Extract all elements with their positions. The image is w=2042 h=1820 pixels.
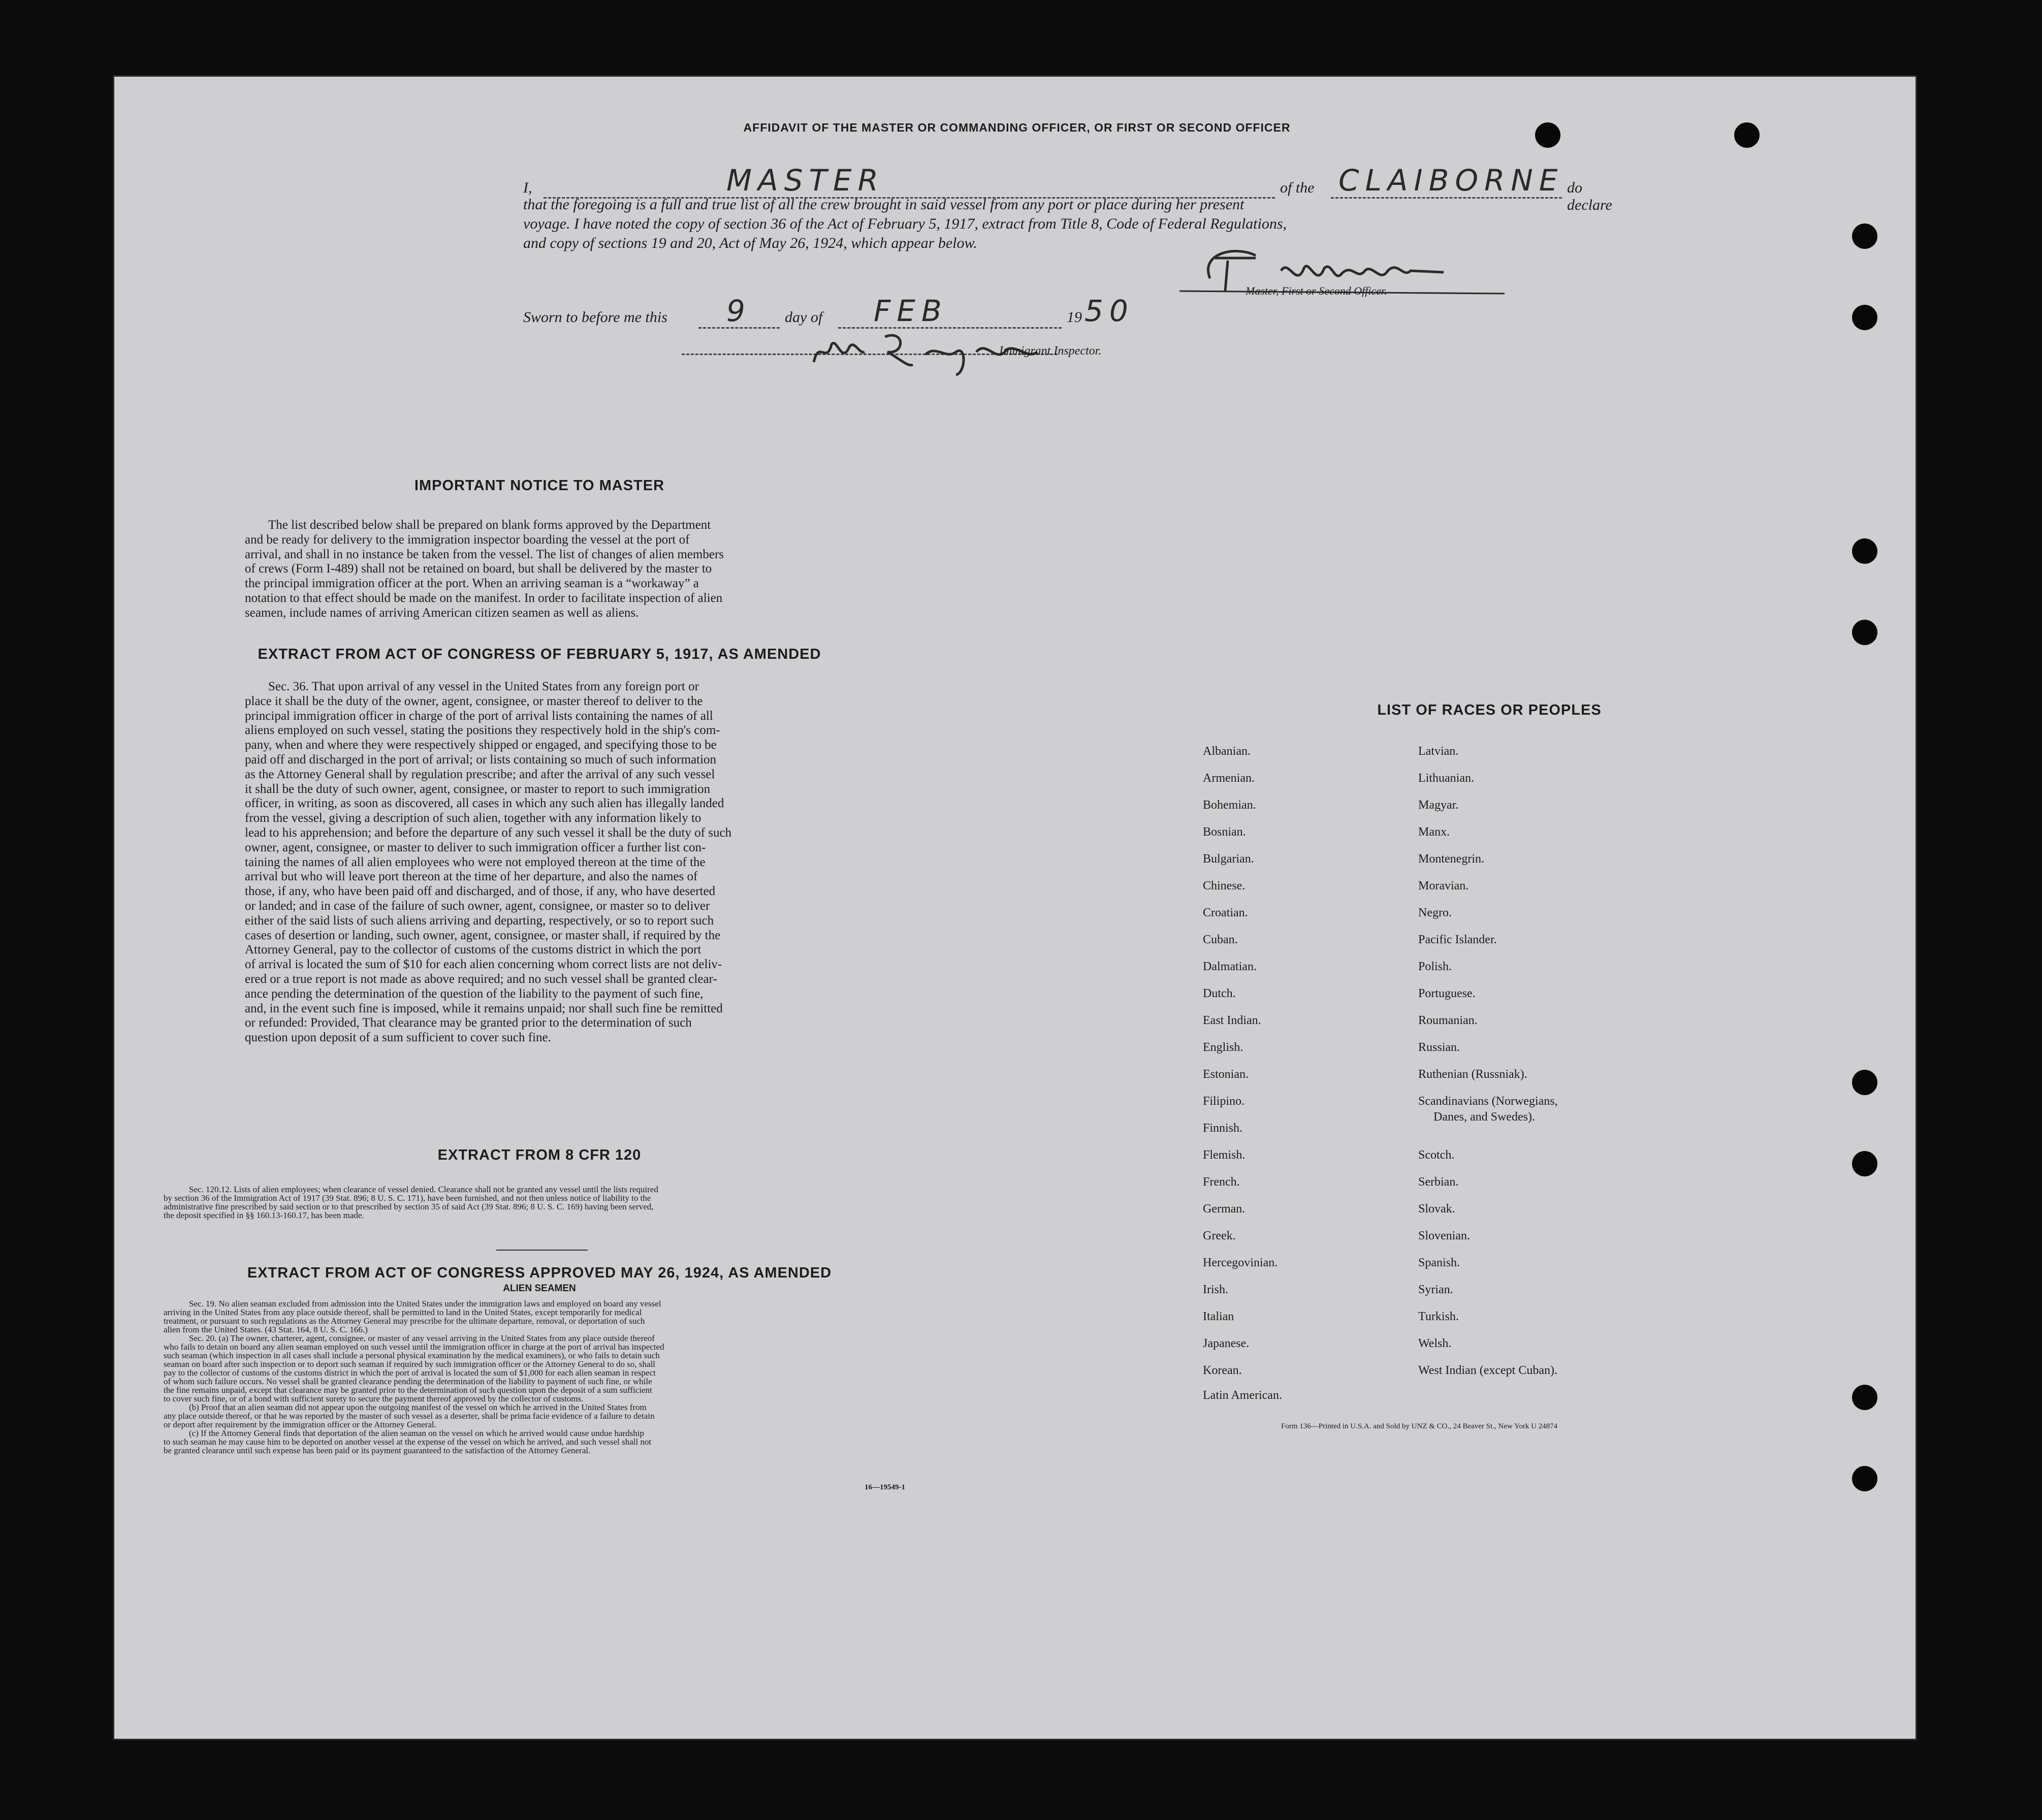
punch-hole [1852,538,1877,564]
declaration-i: I, [523,179,532,196]
race-item: Cuban. [1203,933,1238,946]
race-item: Estonian. [1203,1068,1249,1081]
punch-hole [1852,1070,1877,1095]
section-36-line: of arrival is located the sum of $10 for each alien concerning whom correct lists are not deliv- [245,957,722,972]
punch-hole [1852,1151,1877,1176]
race-item: Negro. [1418,906,1452,919]
sec-19-line: arriving in the United States from any place outside thereof, shall be permitted to land in the United States, except temporarily for medical [164,1307,642,1317]
punch-hole [1535,122,1560,148]
cfr-line: Sec. 120.12. Lists of alien employees; when clearance of vessel denied. Clearance shall not be granted any vessel until the lists required [189,1185,658,1194]
affidavit-title: AFFIDAVIT OF THE MASTER OR COMMANDING OFFICER, OR FIRST OR SECOND OFFICER [743,121,1291,134]
sec-19-line: Sec. 19. No alien seaman excluded from admission into the United States under the immigration laws and employed on board any vessel [189,1299,661,1308]
section-36-line: question upon deposit of a sum sufficient to cover such fine. [245,1031,551,1045]
race-item: Scandinavians (Norwegians, [1418,1095,1558,1108]
race-item: East Indian. [1203,1014,1261,1027]
race-item: Dutch. [1203,987,1236,1000]
inspector-label: Immigrant Inspector. [999,344,1102,358]
section-36-line: taining the names of all alien employees who were not employed thereon at the time of the [245,855,706,869]
notice-line: notation to that effect should be made on the manifest. In order to facilitate inspection of alien [245,591,723,605]
cfr-heading: EXTRACT FROM 8 CFR 120 [437,1147,642,1163]
extract-1924-heading: EXTRACT FROM ACT OF CONGRESS APPROVED MAY 26, 1924, AS AMENDED [247,1265,832,1281]
race-item: Latvian. [1418,745,1459,758]
race-item: West Indian (except Cuban). [1418,1364,1557,1377]
section-36-line: officer, in writing, as soon as discovered, all cases in which any such alien has illegally landed [245,796,724,811]
notice-line: of crews (Form I-489) shall not be retained on board, but shall be delivered by the master to [245,562,712,576]
race-item: Serbian. [1418,1175,1459,1189]
race-item: Hercegovinian. [1203,1256,1278,1269]
notice-line: The list described below shall be prepared on blank forms approved by the Department [268,518,711,532]
cfr-text [164,1185,936,1220]
section-36-line: ance pending the determination of the question of the liability to the payment of such fine, [245,986,704,1001]
role-filled: MASTER [726,163,884,198]
sec-20-line: (c) If the Attorney General finds that deportation of the alien seaman on the vessel on which he arrived would cause undue hardship [189,1428,644,1438]
race-item: Montenegrin. [1418,852,1484,866]
sec-20-line: the fine remains unpaid, except that clearance may be granted prior to the determination of such question upon the deposit of a sum sufficient [164,1385,652,1395]
race-item: German. [1203,1202,1246,1216]
year-prefix: 19 [1067,309,1082,326]
sec-20-line: (b) Proof that an alien seaman did not appear upon the outgoing manifest of the vessel on which he arrived in the United States from [189,1402,647,1412]
races-heading: LIST OF RACES OR PEOPLES [1377,702,1602,718]
section-36-line: principal immigration officer in charge of the port of arrival lists containing the names of all [245,709,713,723]
section-36-line: lead to his apprehension; and before the departure of any such vessel it shall be the duty of such [245,825,732,840]
notice-line: the principal immigration officer at the port. When an arriving seaman is a “workaway” a [245,577,699,591]
race-item: English. [1203,1041,1243,1054]
race-item: Spanish. [1418,1256,1460,1269]
notice-heading: IMPORTANT NOTICE TO MASTER [414,477,665,494]
section-36-line: cases of desertion or landing, such owner, agent, consignee, or master shall, if required by the [245,928,721,942]
section-36-line: pany, when and where they were respectively shipped or engaged, and specifying those to be [245,738,717,752]
document-page [113,75,1917,1740]
form-footer: Form 136—Printed in U.S.A. and Sold by UNZ & CO., 24 Beaver St., New York U 24874 [1281,1422,1558,1430]
section-36-line: owner, agent, consignee, or master to deliver to such immigration officer a further list con- [245,840,706,854]
race-item: Japanese. [1203,1337,1250,1350]
punch-hole [1852,305,1877,330]
officer-label: Master, First or Second Officer. [1246,284,1387,297]
race-item: Russian. [1418,1041,1460,1054]
year-filled: 50 [1084,294,1134,328]
vessel-name-filled: CLAIBORNE [1338,163,1564,198]
notice-line: and be ready for delivery to the immigration inspector boarding the vessel at the port of [245,532,690,547]
race-item: Polish. [1418,960,1452,973]
race-item: Slovenian. [1418,1229,1470,1242]
race-item: Latin American. [1203,1389,1282,1402]
declaration-line-3: voyage. I have noted the copy of section 36 of the Act of February 5, 1917, extract from Title 8, Code of Federal Regulations, [523,215,1287,232]
race-item: Croatian. [1203,906,1248,919]
race-item: Filipino. [1203,1095,1245,1108]
day-of-label: day of [785,309,823,326]
section-36-line: aliens employed on such vessel, stating the positions they respectively hold in the ship's com- [245,723,720,738]
section-36-line: arrival but who will leave port thereon at the time of her departure, and also the names of [245,870,698,884]
cfr-line: the deposit specified in §§ 160.13-160.17, has been made. [164,1210,364,1220]
race-item: Irish. [1203,1283,1228,1296]
punch-hole [1852,1385,1877,1410]
section-36-line: paid off and discharged in the port of arrival; or lists containing so much of such information [245,752,717,767]
declaration-line-4: and copy of sections 19 and 20, Act of May 26, 1924, which appear below. [523,235,977,251]
section-36-line: or refunded: Provided, That clearance may be granted prior to the determination of such [245,1016,692,1030]
sec-20-line: such seaman (which inspection in all cases shall include a personal physical examination by the medical examiners), or who fails to detain such [164,1351,660,1360]
sec-20-line: to such seaman he may cause him to be deported on another vessel at the expense of the vessel on which he arrived, and such vessel shall not [164,1437,652,1447]
section-36-line: those, if any, who have been paid off and discharged, and of those, if any, who have deserted [245,884,716,899]
race-item: Magyar. [1418,799,1459,812]
section-36-line: it shall be the duty of such owner, agent, consignee, or master to report to such immigration [245,782,711,796]
race-item: Ruthenian (Russniak). [1418,1068,1527,1081]
races-right-column [1418,745,1672,1517]
section-36-line: as the Attorney General shall by regulation prescribe; and after the arrival of any such vessel [245,767,715,781]
race-item: Finnish. [1203,1122,1243,1135]
race-item: Flemish. [1203,1148,1246,1162]
section-36-line: either of the said lists of such aliens arriving and departing, respectively, or so to report such [245,913,714,928]
of-the-label: of the [1280,179,1315,196]
race-item: Slovak. [1418,1202,1455,1216]
race-item: Lithuanian. [1418,772,1474,785]
punch-hole [1852,620,1877,645]
sworn-prefix: Sworn to before me this [523,309,667,326]
race-item: Chinese. [1203,879,1246,892]
extract-1917-heading: EXTRACT FROM ACT OF CONGRESS OF FEBRUARY 5, 1917, AS AMENDED [258,646,821,662]
alien-seamen-subheading: ALIEN SEAMEN [503,1283,576,1294]
race-item: Pacific Islander. [1418,933,1497,946]
race-item: Bulgarian. [1203,852,1254,866]
race-item: Welsh. [1418,1337,1452,1350]
race-item: Korean. [1203,1364,1242,1377]
sworn-month-filled: FEB [874,294,948,328]
sec-20-line: Sec. 20. (a) The owner, charterer, agent, consignee, or master of any vessel arriving in the United States from any place outside thereof [189,1333,655,1343]
section-divider [496,1250,588,1251]
races-left-column [1203,745,1406,1517]
race-item: Manx. [1418,825,1450,839]
race-item: Dalmatian. [1203,960,1257,973]
race-item: French. [1203,1175,1240,1189]
race-item: Albanian. [1203,745,1251,758]
section-36-line: Attorney General, pay to the collector of customs of the customs district in which the port [245,943,701,957]
sec-19-line: treatment, or pursuant to such regulations as the Attorney General may prescribe for the ultimate departure, removal, or deportation of such [164,1316,645,1326]
sec-20-line: seaman on board after such inspection or to deport such seaman if required by such immigration officer or the Attorney General to do so, shall [164,1359,655,1369]
sec-20-line: who fails to detain on board any alien seaman employed on such vessel until the immigration officer in charge at the port of arrival has inspected [164,1342,664,1352]
sec-20-line: to cover such fine, or of a bond with sufficient surety to secure the payment thereof approved by the collector of customs. [164,1394,584,1403]
race-item: Scotch. [1418,1148,1455,1162]
sworn-day-filled: 9 [726,294,751,328]
race-item: Moravian. [1418,879,1469,892]
section-36-line: from the vessel, giving a description of such alien, together with any information likely to [245,811,701,825]
race-item: Italian [1203,1310,1234,1323]
race-item: Bosnian. [1203,825,1246,839]
section-36-line: ered or a true report is not made as above required; and no such vessel shall be granted clear- [245,972,717,986]
punch-hole [1852,223,1877,249]
punch-hole [1852,1466,1877,1491]
notice-text [245,518,834,621]
race-item: Portuguese. [1418,987,1476,1000]
extract-1917-text [245,680,834,1045]
sec-19-line: alien from the United States. (43 Stat. 164, 8 U. S. C. 166.) [164,1325,368,1334]
race-item: Bohemian. [1203,799,1256,812]
section-36-line: Sec. 36. That upon arrival of any vessel in the United States from any foreign port or [268,680,699,693]
race-item: Roumanian. [1418,1014,1478,1027]
do-declare-label: do declare [1567,179,1612,213]
section-36-line: place it shall be the duty of the owner, agent, consignee, or master thereof to deliver to the [245,694,703,708]
notice-line: arrival, and shall in no instance be taken from the vessel. The list of changes of alien members [245,547,724,561]
section-36-line: and, in the event such fine is imposed, while it remains unpaid; nor shall such fine be remitted [245,1001,723,1015]
declaration-line-2: that the foregoing is a full and true list of all the crew brought in said vessel from any port or place during her present [523,196,1245,213]
race-item: Greek. [1203,1229,1236,1242]
race-item: Syrian. [1418,1283,1453,1296]
race-item: Turkish. [1418,1310,1459,1323]
race-item: Danes, and Swedes). [1433,1110,1535,1124]
sec-20-line: be granted clearance until such expense has been paid or its payment guaranteed to the satisfaction of the Attorney General. [164,1446,591,1455]
sec-20-line: of whom such failure occurs. No vessel shall be granted clearance pending the determination of the liability to payment of such fine, or while [164,1377,652,1386]
sec-20-line: any place outside thereof, or that he was reported by the master of such vessel as a deserter, shall be prima facie evidence of a failure to detain [164,1411,655,1421]
cfr-line: administrative fine prescribed by said section or to that prescribed by section 35 of said Act (39 Stat. 896; 8 U. S. C. 169) having been served, [164,1202,654,1211]
extract-1924-text [164,1299,936,1455]
race-item: Armenian. [1203,772,1255,785]
section-36-line: or landed; and in case of the failure of such owner, agent, consignee, or master so to deliver [245,899,710,913]
cfr-line: by section 36 of the Immigration Act of 1917 (39 Stat. 896; 8 U. S. C. 171), have been furnished, and not then unless notice of liability to the [164,1193,651,1203]
punch-hole [1734,122,1760,148]
sec-20-line: or deport after requirement by the immigration officer or the Attorney General. [164,1420,436,1429]
sec-20-line: pay to the collector of customs of the customs district in which the port of arrival is located the sum of $1,000 for each alien seaman in respect [164,1368,656,1378]
footer-code: 16—19549-1 [865,1483,905,1491]
notice-line: seamen, include names of arriving American citizen seamen as well as aliens. [245,605,639,620]
